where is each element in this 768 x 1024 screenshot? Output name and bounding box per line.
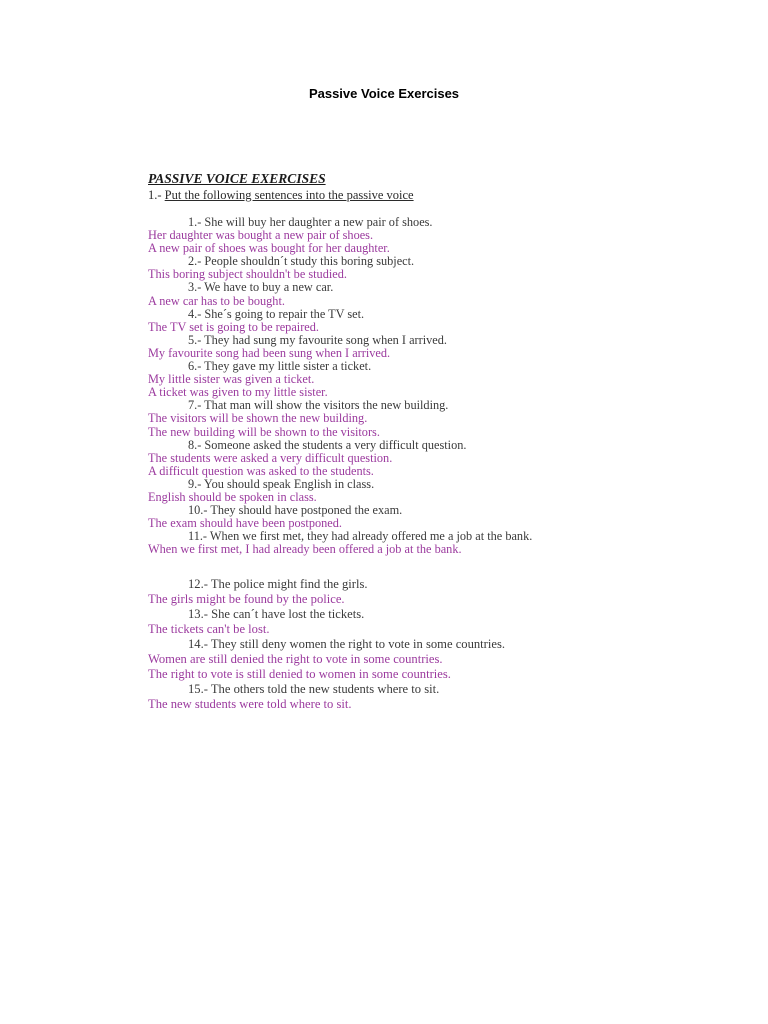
exercise-sentence: 11.- When we first met, they had already offered me a job at the bank. [188, 529, 533, 544]
exercise-sentence: 5.- They had sung my favourite song when I arrived. [188, 332, 447, 347]
passive-answer: The new students were told where to sit. [148, 697, 352, 712]
passive-answer: The new building will be shown to the visitors. [148, 424, 380, 439]
passive-answer: Women are still denied the right to vote in some countries. [148, 652, 443, 667]
passive-answer: When we first met, I had already been offered a job at the bank. [148, 542, 462, 557]
exercise-sentence: 3.- We have to buy a new car. [188, 280, 334, 295]
passive-answer: A new car has to be bought. [148, 293, 285, 308]
instruction-number: 1.- [148, 188, 162, 202]
passive-answer: The right to vote is still denied to women in some countries. [148, 667, 451, 682]
passive-answer: English should be spoken in class. [148, 489, 317, 504]
exercise-instruction [148, 188, 588, 202]
passive-answer: The exam should have been postponed. [148, 516, 342, 531]
passive-answer: My favourite song had been sung when I arrived. [148, 345, 391, 360]
passive-answer: The girls might be found by the police. [148, 592, 345, 607]
exercise-sentence: 7.- That man will show the visitors the new building. [188, 398, 449, 413]
exercise-sentence: 8.- Someone asked the students a very difficult question. [188, 437, 467, 452]
passive-answer: The visitors will be shown the new building. [148, 411, 368, 426]
instruction-text: Put the following sentences into the passive voice [164, 188, 414, 202]
exercise-group-2 [148, 577, 588, 712]
exercise-sentence: 4.- She´s going to repair the TV set. [188, 306, 365, 321]
passive-answer: This boring subject shouldn't be studied. [148, 267, 347, 282]
exercise-sentence: 15.- The others told the new students where to sit. [188, 682, 440, 697]
passive-answer: The tickets can't be lost. [148, 622, 270, 637]
passive-answer: The TV set is going to be repaired. [148, 319, 319, 334]
passive-answer: Her daughter was bought a new pair of shoes. [148, 228, 374, 243]
passive-answer: A difficult question was asked to the students. [148, 463, 374, 478]
exercise-sentence: 9.- You should speak English in class. [188, 476, 375, 491]
exercise-sentence: 13.- She can´t have lost the tickets. [188, 607, 365, 622]
exercise-sentence: 10.- They should have postponed the exam. [188, 503, 403, 518]
exercise-sentence: 12.- The police might find the girls. [188, 577, 368, 592]
scanned-exercise-image [148, 170, 588, 712]
passive-answer: A new pair of shoes was bought for her daughter. [148, 241, 390, 256]
exercise-sentence: 1.- She will buy her daughter a new pair of shoes. [188, 215, 433, 229]
passive-answer: My little sister was given a ticket. [148, 372, 315, 387]
passive-answer: A ticket was given to my little sister. [148, 385, 328, 400]
exercise-sentence: 14.- They still deny women the right to vote in some countries. [188, 637, 506, 652]
exercise-sentence: 2.- People shouldn´t study this boring subject. [188, 254, 415, 269]
exercise-sentence: 6.- They gave my little sister a ticket. [188, 359, 372, 374]
exercise-group-1 [148, 216, 588, 556]
passive-answer: The students were asked a very difficult question. [148, 450, 393, 465]
exercise-heading: PASSIVE VOICE EXERCISES [148, 171, 326, 186]
document-title: Passive Voice Exercises [308, 86, 460, 101]
